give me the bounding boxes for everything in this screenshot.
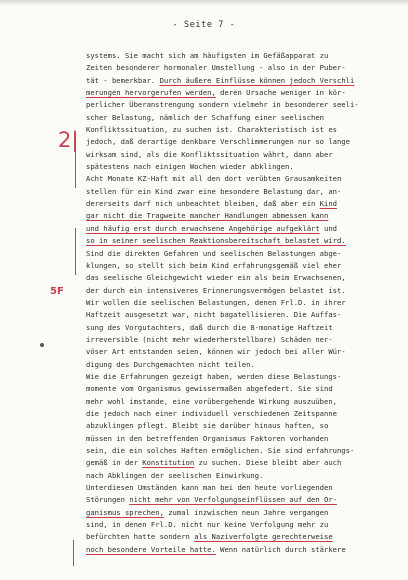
text-segment: Zeiten besonderer hormonaler Umstellung - also in der Puber- <box>86 63 346 73</box>
text-line <box>86 470 398 482</box>
margin-mark-number: 2| <box>58 128 79 152</box>
text-segment: momente vom Organismus gewissermaßen abgefedert. Sie sind <box>86 384 333 394</box>
text-segment: das seelische Gleichgewicht wieder ein als beim Erwachsenen, <box>86 273 346 283</box>
underlined-text: gar nicht die Tragweite mancher Handlungen abmessen kann <box>86 211 329 221</box>
margin-bracket-third <box>73 540 74 566</box>
text-line <box>86 309 398 321</box>
text-segment: mehr wohl imstande, eine vorübergehende Wirkung auszuüben, <box>86 396 337 406</box>
text-segment: digung des Durchgemachten nicht teilen. <box>86 359 255 369</box>
text-line <box>86 87 398 99</box>
text-segment: gemäß in der <box>86 458 143 468</box>
margin-mark-code: 5F <box>50 286 64 297</box>
text-segment: stellen für ein Kind zwar eine besondere Belastung dar, an- <box>86 186 342 196</box>
text-line <box>86 186 398 198</box>
text-segment: deren Ursache weniger in kör- <box>215 88 346 98</box>
text-line <box>86 371 398 383</box>
text-segment: nach Abklingen der seelischen Einwirkung. <box>86 470 264 480</box>
margin-bracket-first <box>75 133 76 188</box>
text-line <box>86 445 398 457</box>
text-line <box>86 50 398 62</box>
text-segment: irreversible (nicht mehr wiederherstellbare) Schäden ner- <box>86 334 333 344</box>
text-segment: Konfliktssituation, zu suchen ist. Charakteristisch ist es <box>86 125 337 135</box>
text-line <box>86 359 398 371</box>
underlined-text: noch besondere Vorteile hatte. <box>86 544 216 554</box>
text-line <box>86 433 398 445</box>
text-line <box>86 112 398 124</box>
text-segment: sung des Vorgutachters, daß durch die 8-monatige Haftzeit <box>86 322 333 332</box>
text-segment: Haftzeit ausgesetzt war, nicht bagatellisieren. Die Auffas- <box>86 310 342 320</box>
text-segment: Sind die direkten Gefahren und seelischen Belastungen abge- <box>86 248 342 258</box>
text-segment: der durch ein intensiveres Erinnerungsvermögen belastet ist. <box>86 285 346 295</box>
text-segment: vöser Art entstanden seien, können wir jedoch bei aller Wür- <box>86 347 346 357</box>
text-line <box>86 544 398 556</box>
text-line <box>86 482 398 494</box>
text-line <box>86 457 398 469</box>
underlined-text: nicht mehr von Verfolgungseinflüssen auf den Or- <box>129 495 337 505</box>
document-body <box>86 50 398 556</box>
text-segment: Störungen <box>86 495 130 505</box>
text-line <box>86 124 398 136</box>
text-line <box>86 346 398 358</box>
margin-bracket-second <box>75 228 76 275</box>
text-segment: klungen, so stellt sich beim Kind erfahrungsgemäß viel eher <box>86 260 342 270</box>
text-line <box>86 519 398 531</box>
text-segment: sein, die ein solches Haften ermöglichen. Sie sind erfahrungs- <box>86 446 355 455</box>
page-header: - Seite 7 - <box>172 20 236 30</box>
text-line <box>86 297 398 309</box>
text-segment: befürchten hatte sondern <box>86 532 195 542</box>
text-segment: dererseits darf nich unbeachtet bleiben, daß aber ein <box>86 199 320 209</box>
text-line <box>86 507 398 519</box>
text-line <box>86 260 398 272</box>
text-line <box>86 198 398 210</box>
text-line <box>86 334 398 346</box>
text-line <box>86 161 398 173</box>
text-line <box>86 272 398 284</box>
text-segment: wirksam sind, als die Konfliktssituation währt, dann aber <box>86 149 333 159</box>
underlined-text: so in seiner seelischen Reaktionsbereitschaft belastet wird. <box>86 236 346 246</box>
text-segment: zu suchen. Diese bleibt aber auch <box>194 458 342 468</box>
underlined-text: ganismus sprechen, <box>86 507 164 517</box>
paper-top-edge <box>0 0 408 6</box>
text-line <box>86 235 398 247</box>
text-segment: die jedoch nach einer individuell verschiedenen Zeitspanne <box>86 408 337 418</box>
text-line <box>86 396 398 408</box>
text-segment: Wie die Erfahrungen gezeigt haben, werden diese Belastungs- <box>86 371 342 381</box>
text-segment: Wenn natürlich durch stärkere <box>215 544 346 554</box>
text-segment: sind, in denen Frl.D. nicht nur keine Verfolgung mehr zu <box>86 520 329 530</box>
underlined-text: merungen hervorgerufen werden, <box>86 88 216 98</box>
text-line <box>86 420 398 432</box>
text-line <box>86 75 398 87</box>
text-line <box>86 494 398 506</box>
text-segment: perlicher Überanstrengung sondern vielmehr in besonderer seeli- <box>86 100 359 110</box>
text-segment: jedoch, daß derartige denkbare Verschlimmerungen nur so lange <box>86 137 350 147</box>
text-line <box>86 322 398 334</box>
text-segment: Unterdiesen Umständen kann man bei den heute vorliegenden <box>86 483 333 493</box>
text-line <box>86 531 398 543</box>
text-line <box>86 408 398 420</box>
text-line <box>86 248 398 260</box>
text-line <box>86 285 398 297</box>
text-segment: Acht Monate KZ-Haft mit all den dort verübten Grausamkeiten <box>86 174 342 184</box>
text-segment: zumal inzwischen neun Jahre vergangen <box>163 507 329 517</box>
text-segment: abzuklingen pflegt. Bleibt sie darüber hinaus haften, so <box>86 421 329 431</box>
text-segment: systems. Sie macht sich am häufigsten im Gefäßapparat zu <box>86 51 329 60</box>
text-line <box>86 62 398 74</box>
text-line <box>86 173 398 185</box>
text-line <box>86 99 398 111</box>
text-segment: scher Belastung, nämlich der Schaffung einer seelischen <box>86 112 324 122</box>
text-line <box>86 136 398 148</box>
text-segment: Wir wollen die seelischen Belastungen, denen Frl.D. in ihrer <box>86 297 346 307</box>
text-line <box>86 210 398 222</box>
text-line <box>86 149 398 161</box>
text-line <box>86 223 398 235</box>
text-segment: müssen in den betreffenden Organismus Faktoren vorhanden <box>86 433 329 443</box>
punch-hole-dot <box>40 343 44 347</box>
underlined-text: Kind <box>319 199 337 209</box>
underlined-text: Konstitution <box>142 458 195 468</box>
text-segment: und <box>319 223 337 233</box>
underlined-text: als Naziverfolgte gerechterweise <box>194 532 333 542</box>
underlined-text: und häufig erst durch erwachsene Angehörige aufgeklärt <box>86 223 320 233</box>
text-segment: spätestens nach einigen Wochen wieder abklingen. <box>86 162 294 172</box>
text-line <box>86 383 398 395</box>
underlined-text: Durch äußere Einflüsse können jedoch Verschli <box>159 75 355 85</box>
text-segment: tät - bemerkbar. <box>86 75 160 85</box>
